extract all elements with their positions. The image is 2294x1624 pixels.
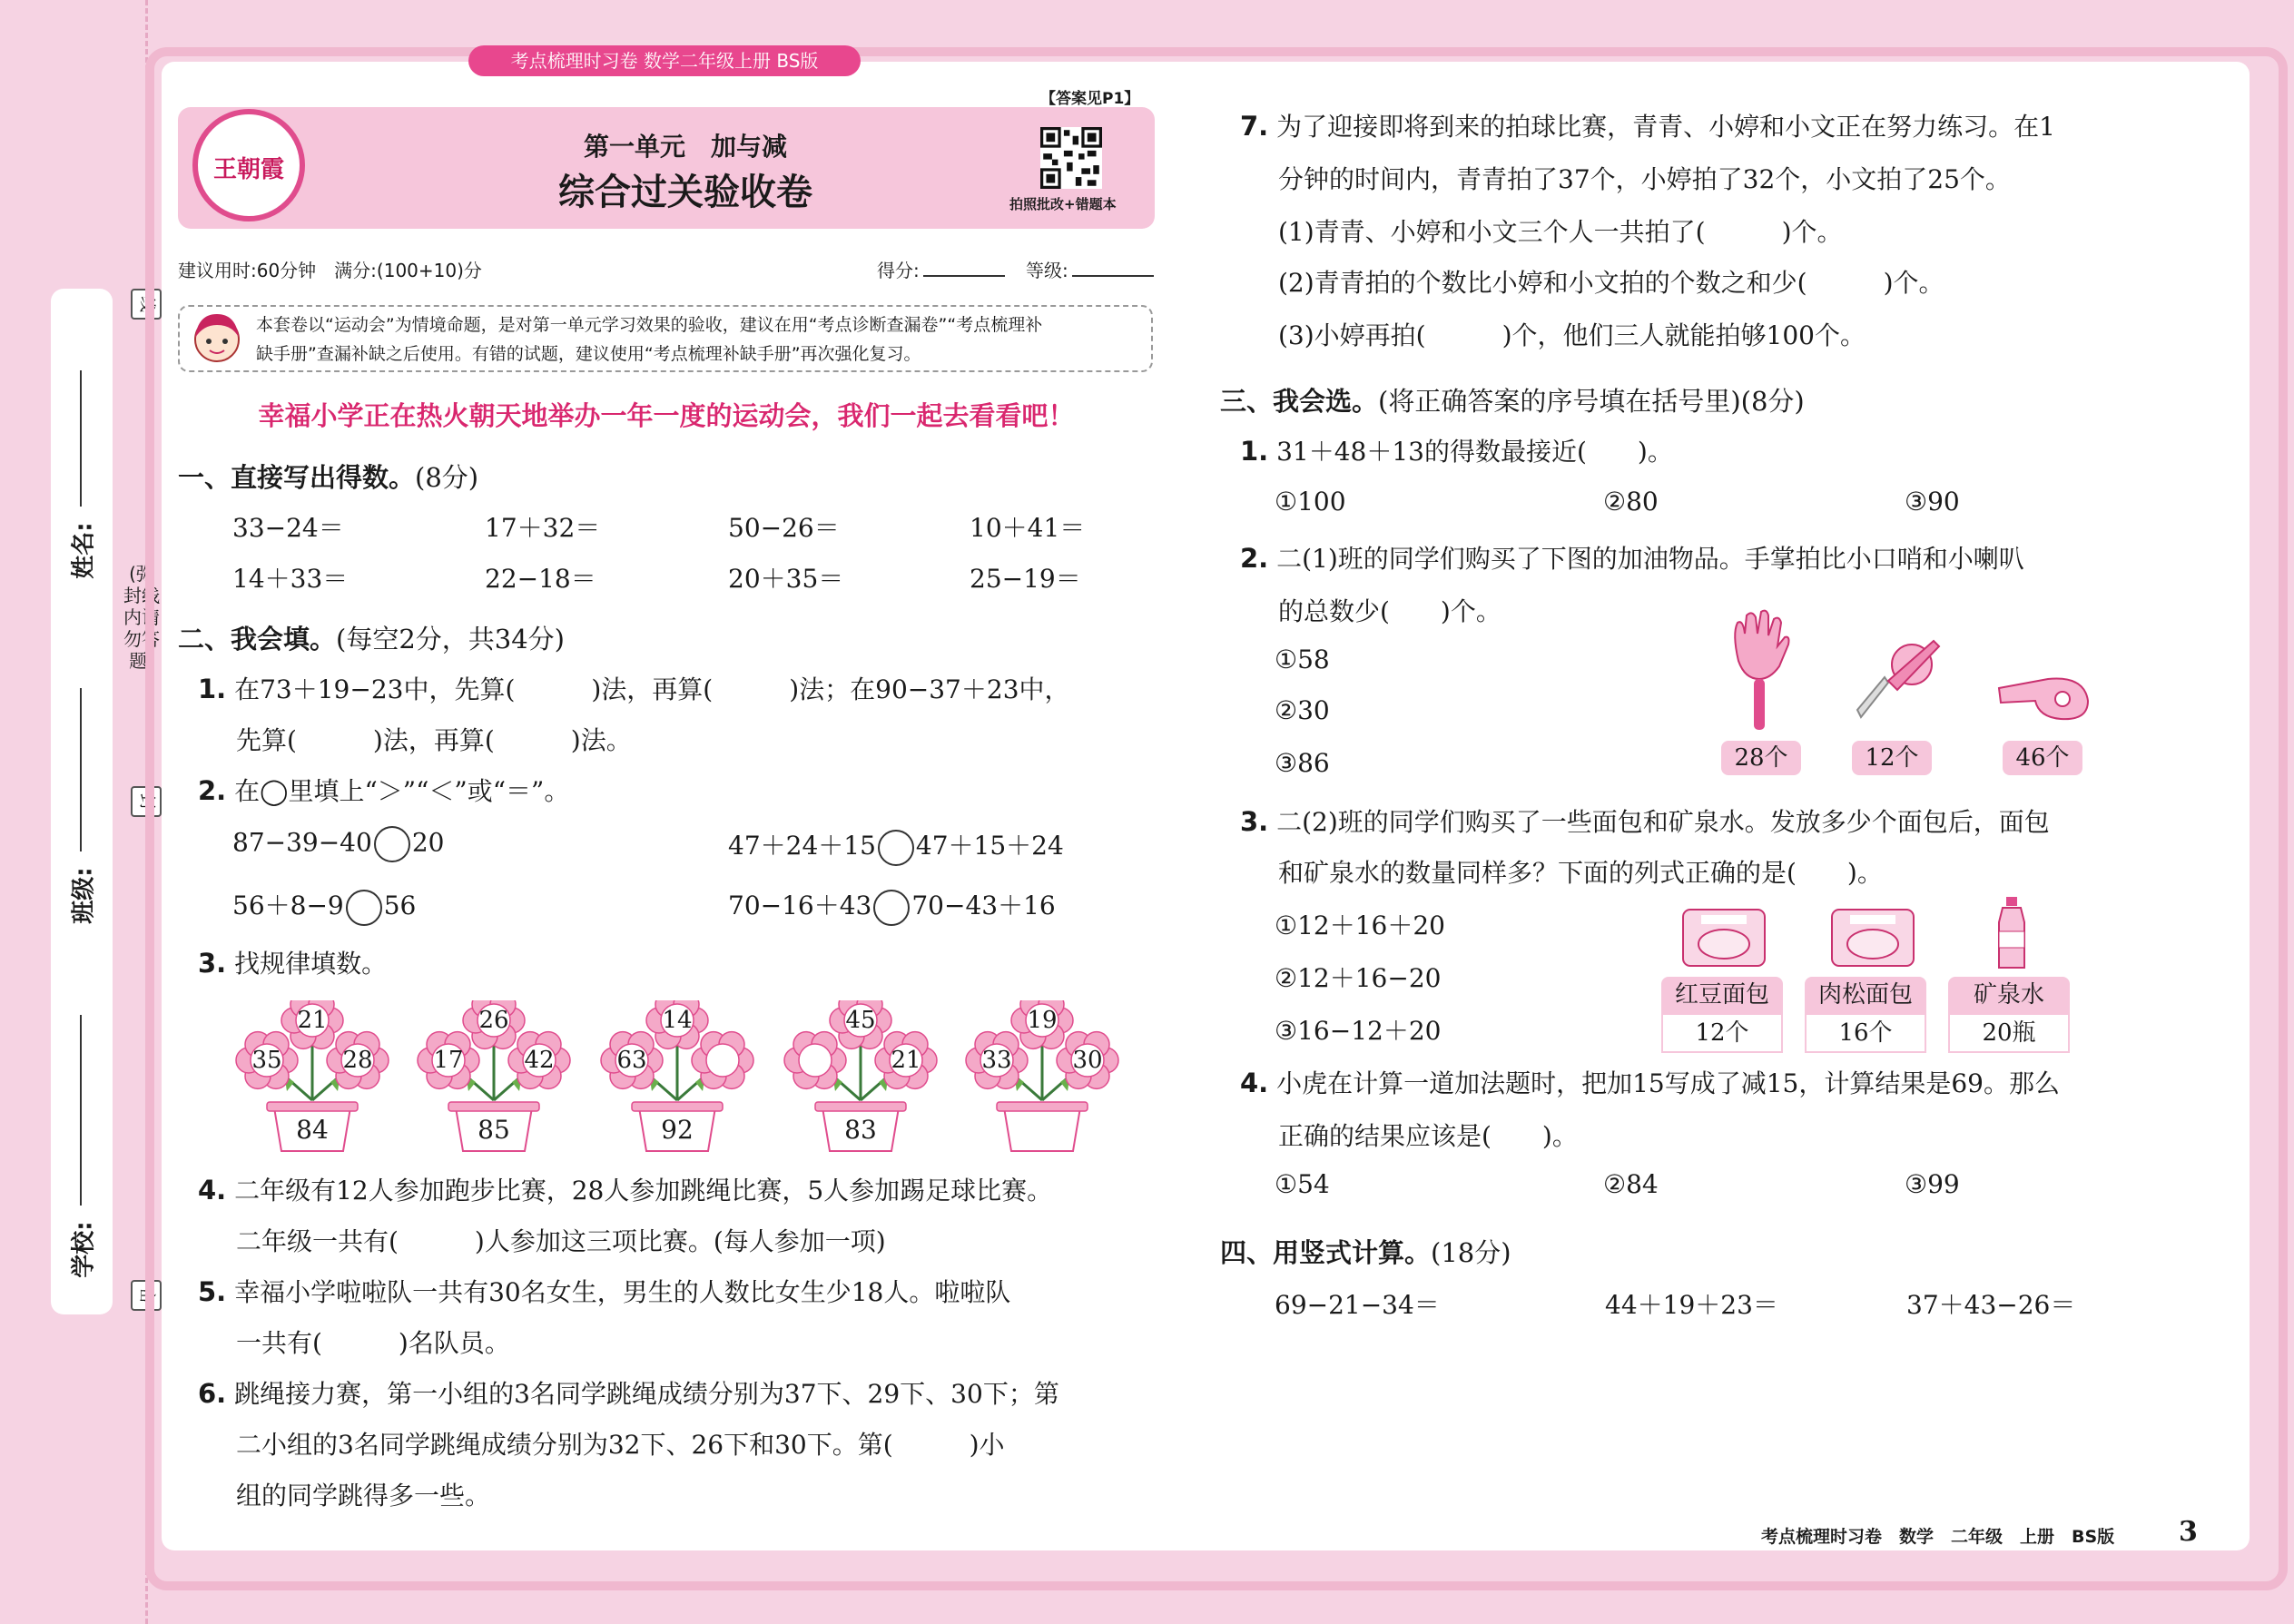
- s3-q2-text1: 二(1)班的同学们购买了下图的加油物品。手掌拍比小口哨和小喇叭: [1276, 544, 2024, 574]
- section2-heading: 二、我会填。: [178, 624, 337, 655]
- intro-text: [256, 310, 1146, 369]
- seal-mid-char: 封: [131, 786, 162, 817]
- s1-item-5: 14＋33＝: [232, 564, 349, 594]
- trumpet-count-label: 12个: [1852, 741, 1932, 775]
- section1-title: [178, 458, 478, 495]
- s2-q4-line2: 二年级一共有( )人参加这三项比赛。(每人参加一项): [236, 1226, 886, 1256]
- question-number: 3.: [1240, 806, 1269, 837]
- question-number: 6.: [198, 1378, 227, 1409]
- section2-title: [178, 619, 565, 656]
- seal-line-char: 线: [131, 289, 162, 320]
- flower-right-number[interactable]: 21: [891, 1047, 921, 1074]
- s2-q2-text: 在◯里填上“＞”“＜”或“＝”。: [234, 776, 570, 806]
- flower-pot-4: [779, 1000, 942, 1155]
- s2-q2-c: [232, 886, 416, 926]
- s2-q7-text1: 为了迎接即将到来的拍球比赛，青青、小婷和小文正在努力练习。在1: [1276, 112, 2055, 142]
- class-label: 班级:: [70, 867, 98, 924]
- s2-q5-text1: 幸福小学啦啦队一共有30名女生，男生的人数比女生少18人。啦啦队: [234, 1277, 1011, 1307]
- pork-floss-bread-icon: [1830, 904, 1915, 968]
- bread2-name: 肉松面包: [1805, 977, 1926, 1013]
- compare-left: 56＋8−9: [232, 891, 344, 920]
- flower-top-number[interactable]: 26: [478, 1007, 509, 1034]
- brand-logo: [192, 109, 305, 221]
- bread2-count: 16个: [1805, 1013, 1926, 1053]
- flower-pot-2: [412, 1000, 576, 1155]
- question-number: 1.: [1240, 436, 1269, 467]
- series-pill: 考点梳理时习卷 数学二年级上册 BS版: [468, 45, 861, 76]
- question-number: 5.: [198, 1276, 227, 1307]
- water-bottle-icon: [1994, 895, 2030, 971]
- question-number: 2.: [198, 775, 227, 806]
- girl-avatar-icon: [187, 307, 247, 370]
- s1-item-2: 17＋32＝: [485, 513, 601, 543]
- s2-q2-b: [728, 826, 1064, 866]
- section4-title: [1220, 1233, 1511, 1270]
- flower-top-number[interactable]: 21: [297, 1007, 328, 1034]
- whistle-count-label: 46个: [2003, 741, 2082, 775]
- compare-left: 47＋24＋15: [728, 831, 876, 861]
- red-bean-bread-icon: [1681, 904, 1767, 968]
- qr-caption: 拍照批改+错题本: [1009, 196, 1117, 212]
- s4-item-3: 37＋43−26＝: [1906, 1290, 2076, 1320]
- question-number: 4.: [1240, 1068, 1269, 1098]
- s1-item-4: 10＋41＝: [970, 513, 1086, 543]
- grade-label: 等级:: [1026, 260, 1068, 281]
- s3-q4-line2: 正确的结果应该是( )。: [1278, 1121, 1578, 1151]
- section1-heading: 一、直接写出得数。: [178, 462, 416, 493]
- flower-left-number[interactable]: 63: [616, 1047, 647, 1074]
- whistle-icon: [1994, 670, 2093, 724]
- compare-circle-input[interactable]: [346, 890, 382, 926]
- compare-circle-input[interactable]: [374, 826, 410, 862]
- s2-q3-line: [198, 944, 387, 980]
- s3-q1-option-2[interactable]: ②80: [1603, 487, 1659, 517]
- s2-q6-line2: 二小组的3名同学跳绳成绩分别为32下、26下和30下。第( )小: [236, 1430, 1005, 1460]
- s2-q6-line3: 组的同学跳得多一些。: [236, 1481, 491, 1511]
- section3-score: (将正确答案的序号填在括号里)(8分): [1378, 386, 1805, 417]
- s2-q2-line: [198, 772, 569, 808]
- compare-left: 70−16＋43: [728, 891, 872, 920]
- flower-left-number[interactable]: 33: [981, 1047, 1012, 1074]
- flower-pot-number[interactable]: 84: [296, 1115, 329, 1145]
- s2-q4-line1: [198, 1171, 1052, 1207]
- intro-line-1: 本套卷以“运动会”为情境命题，是对第一单元学习效果的验收，建议在用“考点诊断查漏卷”“考点梳理补: [256, 315, 1043, 335]
- s3-q2-option-1[interactable]: ①58: [1275, 645, 1330, 674]
- page-number: 3: [2179, 1516, 2198, 1548]
- s3-q2-line2: 的总数少( )个。: [1278, 596, 1501, 626]
- logo-text: 王朝霞: [212, 156, 284, 183]
- score-line[interactable]: [923, 275, 1005, 277]
- s3-q4-option-1[interactable]: ①54: [1275, 1169, 1330, 1199]
- s2-q5-line2: 一共有( )名队员。: [236, 1328, 510, 1358]
- name-label: 姓名:: [70, 522, 98, 579]
- compare-right: 47＋15＋24: [915, 831, 1064, 861]
- s3-q4-text1: 小虎在计算一道加法题时，把加15写成了减15，计算结果是69。那么: [1276, 1068, 2060, 1098]
- qr-code-icon[interactable]: [1040, 127, 1102, 189]
- s2-q2-d: [728, 886, 1056, 926]
- flower-pot-1: [231, 1000, 394, 1155]
- s4-item-2: 44＋19＋23＝: [1605, 1290, 1778, 1320]
- section4-score: (18分): [1431, 1237, 1511, 1268]
- s4-item-1: 69−21−34＝: [1275, 1290, 1440, 1320]
- flower-pot-number[interactable]: 92: [661, 1115, 694, 1145]
- intro-line-2: 缺手册”查漏补缺之后使用。有错的试题，建议使用“考点梳理补缺手册”再次强化复习。: [256, 344, 921, 364]
- s3-q3-line1: [1240, 802, 2050, 839]
- section3-heading: 三、我会选。: [1220, 386, 1379, 417]
- s3-q3-line2: 和矿泉水的数量同样多？下面的列式正确的是( )。: [1278, 858, 1883, 888]
- unit-title: 第一单元 加与减: [583, 132, 787, 162]
- flower-pot-number[interactable]: 85: [478, 1115, 510, 1145]
- water-name: 矿泉水: [1948, 977, 2070, 1013]
- question-number: 2.: [1240, 543, 1269, 574]
- bread1-name: 红豆面包: [1661, 977, 1783, 1013]
- class-line[interactable]: [80, 688, 82, 851]
- s2-q7-sub1: (1)青青、小婷和小文三个人一共拍了( )个。: [1278, 217, 1843, 247]
- s2-q6-text1: 跳绳接力赛，第一小组的3名同学跳绳成绩分别为37下、29下、30下；第: [234, 1379, 1059, 1409]
- s3-q2-line1: [1240, 539, 2024, 576]
- flower-pot-3: [596, 1000, 759, 1155]
- question-number: 4.: [198, 1175, 227, 1206]
- grade-line[interactable]: [1072, 275, 1154, 277]
- footer-text: 考点梳理时习卷 数学 二年级 上册 BS版: [1761, 1527, 2115, 1547]
- compare-circle-input[interactable]: [878, 830, 914, 866]
- trumpet-icon: [1852, 626, 1952, 726]
- question-number: 7.: [1240, 111, 1269, 142]
- s3-q3-option-2[interactable]: ②12＋16−20: [1275, 963, 1442, 993]
- s2-q4-text1: 二年级有12人参加跑步比赛，28人参加跳绳比赛，5人参加踢足球比赛。: [234, 1176, 1053, 1206]
- name-line[interactable]: [80, 370, 82, 507]
- slogan: 幸福小学正在热火朝天地举办一年一度的运动会，我们一起去看看吧！: [258, 400, 1075, 431]
- seal-bottom-char: 密: [131, 1280, 162, 1311]
- answer-reference: 【答案见P1】: [1040, 90, 1140, 108]
- flower-left-number[interactable]: 35: [251, 1047, 282, 1074]
- s3-q1-option-1[interactable]: ①100: [1275, 487, 1346, 517]
- s1-item-6: 22−18＝: [485, 564, 596, 594]
- school-label: 学校:: [70, 1221, 98, 1278]
- bread1-count: 12个: [1661, 1013, 1783, 1053]
- s3-q3-option-3[interactable]: ③16−12＋20: [1275, 1016, 1442, 1046]
- clapper-count-label: 28个: [1721, 741, 1801, 775]
- s3-q4-option-2[interactable]: ②84: [1603, 1169, 1659, 1199]
- hand-clapper-icon: [1725, 606, 1797, 733]
- s3-q4-option-3[interactable]: ③99: [1905, 1169, 1960, 1199]
- s3-q1-line: [1240, 432, 1673, 468]
- time-and-score-info: 建议用时:60分钟 满分:(100+10)分: [178, 260, 482, 281]
- s2-q7-line2: 分钟的时间内，青青拍了37个，小婷拍了32个，小文拍了25个。: [1278, 164, 2011, 194]
- s2-q1-line1: [198, 670, 1070, 706]
- s2-q3-text: 找规律填数。: [234, 949, 388, 979]
- s1-item-3: 50−26＝: [728, 513, 840, 543]
- question-number: 1.: [198, 674, 227, 704]
- score-label: 得分:: [877, 260, 920, 281]
- seal-note: (弥封线内请勿答题): [123, 563, 160, 672]
- section3-title: [1220, 381, 1805, 418]
- s2-q2-a: [232, 826, 444, 862]
- flower-top-number[interactable]: 14: [662, 1007, 693, 1034]
- flower-top-number[interactable]: 19: [1027, 1007, 1058, 1034]
- s3-q4-line1: [1240, 1064, 2060, 1100]
- s3-q3-text1: 二(2)班的同学们购买了一些面包和矿泉水。发放多少个面包后，面包: [1276, 807, 2050, 837]
- section2-score: (每空2分，共34分): [336, 624, 565, 655]
- s3-q1-text: 31＋48＋13的得数最接近( )。: [1276, 437, 1673, 467]
- s1-item-7: 20＋35＝: [728, 564, 844, 594]
- compare-circle-input[interactable]: [873, 890, 910, 926]
- school-line[interactable]: [80, 1015, 82, 1206]
- score-field[interactable]: [877, 256, 1005, 282]
- flower-top-number[interactable]: 45: [845, 1007, 876, 1034]
- s2-q7-sub3: (3)小婷再拍( )个，他们三人就能拍够100个。: [1278, 320, 1866, 350]
- compare-right: 70−43＋16: [911, 891, 1056, 920]
- compare-right: 20: [411, 827, 445, 858]
- s2-q7-line1: [1240, 107, 2055, 143]
- s2-q5-line1: [198, 1273, 1010, 1309]
- flower-right-number[interactable]: 28: [342, 1047, 373, 1074]
- flower-right-number[interactable]: 30: [1072, 1047, 1103, 1074]
- flower-pot-5: [960, 1000, 1124, 1155]
- section4-heading: 四、用竖式计算。: [1220, 1237, 1432, 1268]
- flower-pot-number[interactable]: 83: [844, 1115, 877, 1145]
- s2-q6-line1: [198, 1374, 1059, 1411]
- section1-score: (8分): [415, 462, 479, 493]
- s2-q1-text1: 在73＋19−23中，先算( )法，再算( )法；在90−37＋23中，: [234, 674, 1070, 704]
- question-number: 3.: [198, 948, 227, 979]
- s1-item-1: 33−24＝: [232, 513, 344, 543]
- s3-q1-option-3[interactable]: ③90: [1905, 487, 1960, 517]
- flower-right-number[interactable]: 42: [524, 1047, 555, 1074]
- s3-q2-option-2[interactable]: ②30: [1275, 695, 1330, 725]
- water-count: 20瓶: [1948, 1013, 2070, 1053]
- s3-q3-option-1[interactable]: ①12＋16＋20: [1275, 910, 1445, 940]
- s1-item-8: 25−19＝: [970, 564, 1081, 594]
- compare-right: 56: [383, 891, 417, 920]
- flower-left-number[interactable]: 17: [433, 1047, 464, 1074]
- s2-q7-sub2: (2)青青拍的个数比小婷和小文拍的个数之和少( )个。: [1278, 268, 1944, 298]
- main-title: 综合过关验收卷: [558, 172, 812, 213]
- s2-q1-line2: 先算( )法，再算( )法。: [236, 725, 632, 755]
- student-info-panel: [51, 289, 113, 1314]
- compare-left: 87−39−40: [232, 827, 372, 858]
- grade-field[interactable]: [1026, 256, 1154, 282]
- s3-q2-option-3[interactable]: ③86: [1275, 748, 1330, 778]
